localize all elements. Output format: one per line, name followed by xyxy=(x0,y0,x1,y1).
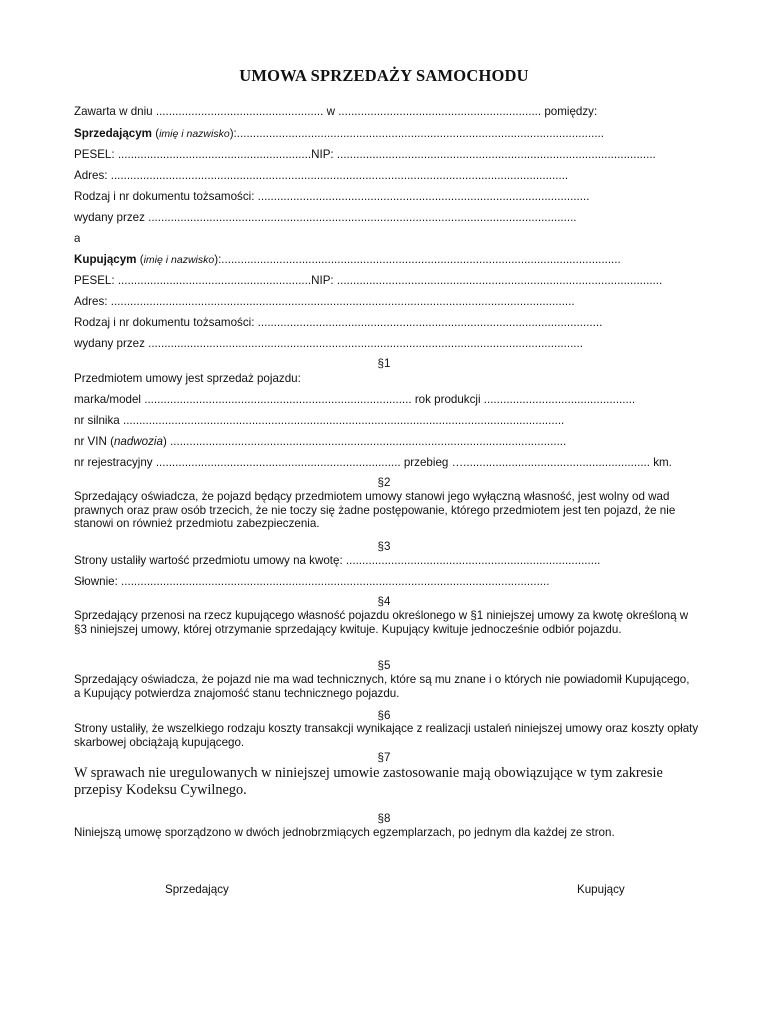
issued-by-label: wydany przez xyxy=(74,337,149,350)
address-label: Adres: xyxy=(74,169,111,182)
nip-label: NIP: xyxy=(311,148,337,161)
model-field[interactable]: ................................................................................... xyxy=(144,393,412,406)
registration-line xyxy=(74,456,672,470)
engine-number-line xyxy=(74,414,564,428)
date-label: Zawarta w dniu xyxy=(74,105,153,118)
engine-label: nr silnika xyxy=(74,414,123,427)
km-unit: km. xyxy=(649,456,672,469)
seller-hint: imię i nazwisko xyxy=(159,128,230,140)
seller-issued-by-field[interactable]: ..................................................................................................................................... xyxy=(148,211,577,224)
seller-issued-by-line xyxy=(74,211,577,225)
section-1-intro: Przedmiotem umowy jest sprzedaż pojazdu: xyxy=(74,372,301,385)
place-label: w xyxy=(323,105,339,118)
engine-field[interactable]: ......................................................................................................................................... xyxy=(122,414,565,427)
buyer-signature-label: Kupujący xyxy=(577,883,625,896)
year-field[interactable]: ............................................... xyxy=(483,393,636,406)
seller-pesel-line xyxy=(74,148,656,162)
model-label: marka/model xyxy=(74,393,145,406)
section-6-text: Strony ustaliły, że wszelkiego rodzaju koszty transakcji wynikające z realizacji ustaleń niniejszej umowy oraz koszty opłaty skarbowej obciążają kupującego. xyxy=(74,722,699,749)
seller-label: Sprzedającym xyxy=(74,127,152,140)
seller-id-doc-line xyxy=(74,190,589,204)
seller-pesel-field[interactable]: ............................................................ xyxy=(117,148,312,161)
buyer-issued-by-field[interactable]: ....................................................................................................................................... xyxy=(148,337,583,350)
buyer-issued-by-line xyxy=(74,337,583,351)
nip-label: NIP: xyxy=(311,274,337,287)
section-5-text: Sprzedający oświadcza, że pojazd nie ma wad technicznych, które są mu znane i o których nie powiadomił Kupującego, a Kupujący potwierdza znajomość stanu technicznego pojazdu. xyxy=(74,673,690,700)
place-field[interactable]: ............................................................... xyxy=(338,105,542,118)
buyer-address-line xyxy=(74,295,575,309)
vin-line: nr VIN (nadwozia) ........................................................................................................................... xyxy=(74,435,567,448)
issued-by-label: wydany przez xyxy=(74,211,149,224)
amount-label: Strony ustaliły wartość przedmiotu umowy na kwotę: xyxy=(74,554,346,567)
vehicle-model-line xyxy=(74,393,635,407)
buyer-pesel-field[interactable]: ............................................................ xyxy=(117,274,312,287)
vin-label: nr VIN ( xyxy=(74,435,114,448)
section-8-text: Niniejszą umowę sporządzono w dwóch jednobrzmiących egzemplarzach, po jednym dla każdej ze stron. xyxy=(74,826,615,839)
buyer-nip-field[interactable]: ..................................................................................................... xyxy=(336,274,663,287)
intro-line xyxy=(74,105,597,119)
amount-words-line xyxy=(74,575,549,589)
section-1-heading: §1 xyxy=(377,357,391,370)
section-7-heading: §7 xyxy=(377,751,391,764)
buyer-name-line: Kupującym (imię i nazwisko):............................................................................................................................ xyxy=(74,253,621,266)
section-8-heading: §8 xyxy=(377,812,391,825)
buyer-address-field[interactable]: ................................................................................................................................................ xyxy=(110,295,575,308)
amount-words-label: Słownie: xyxy=(74,575,122,588)
pesel-label: PESEL: xyxy=(74,148,118,161)
section-3-heading: §3 xyxy=(377,540,391,553)
section-2-text: Sprzedający oświadcza, że pojazd będący przedmiotem umowy stanowi jego wyłączną własność, jest wolny od wad prawnych oraz praw osób trzecich, że nie toczy się żadne postępowanie, którego przedmiotem jest ten pojazd, że nie stanowi on również przedmiotu zabezpieczenia. xyxy=(74,490,676,531)
seller-nip-field[interactable]: ................................................................................................... xyxy=(336,148,656,161)
seller-name-field[interactable]: .................................................................................................................. xyxy=(236,127,604,140)
id-doc-label: Rodzaj i nr dokumentu tożsamości: xyxy=(74,316,258,329)
address-label: Adres: xyxy=(74,295,111,308)
seller-signature-label: Sprzedający xyxy=(165,883,229,896)
buyer-hint: imię i nazwisko xyxy=(143,254,215,266)
buyer-id-doc-field[interactable]: ........................................................................................................... xyxy=(257,316,603,329)
amount-line xyxy=(74,554,600,568)
section-5-heading: §5 xyxy=(377,659,391,672)
seller-name-line: Sprzedającym (imię i nazwisko):.................................................................................................................. xyxy=(74,127,604,140)
amount-field[interactable]: ............................................................................... xyxy=(345,554,601,567)
vin-hint: nadwozia xyxy=(113,435,163,448)
date-field[interactable]: .................................................... xyxy=(155,105,324,118)
buyer-label: Kupującym xyxy=(74,253,137,266)
amount-words-field[interactable]: ..................................................................................................................................... xyxy=(121,575,550,588)
id-doc-label: Rodzaj i nr dokumentu tożsamości: xyxy=(74,190,258,203)
seller-address-line xyxy=(74,169,568,183)
buyer-name-field[interactable]: ............................................................................................................................ xyxy=(221,253,621,266)
seller-id-doc-field[interactable]: ....................................................................................................... xyxy=(257,190,590,203)
connector-a: a xyxy=(74,232,81,245)
buyer-id-doc-line xyxy=(74,316,602,330)
pesel-label: PESEL: xyxy=(74,274,118,287)
section-7-text: W sprawach nie uregulowanych w niniejszej umowie zastosowanie mają obowiązujące w tym zakresie przepisy Kodeksu Cywilnego. xyxy=(74,765,663,798)
mileage-label: przebieg xyxy=(400,456,452,469)
section-2-heading: §2 xyxy=(377,476,391,489)
mileage-field[interactable]: ….......................................................... xyxy=(451,456,650,469)
document-title: UMOWA SPRZEDAŻY SAMOCHODU xyxy=(239,66,529,85)
section-4-heading: §4 xyxy=(377,595,391,608)
section-4-text: Sprzedający przenosi na rzecz kupującego własność pojazdu określonego w §1 niniejszej umowy za kwotę określoną w §3 niniejszej umowy, której otrzymanie sprzedający kwituje. Kupujący kwituje jednocześnie odbiór pojazdu. xyxy=(74,609,689,636)
vin-field[interactable]: ........................................................................................................................... xyxy=(170,435,567,448)
between-label: pomiędzy: xyxy=(541,105,598,118)
year-label: rok produkcji xyxy=(411,393,484,406)
registration-field[interactable]: ............................................................................ xyxy=(155,456,401,469)
buyer-pesel-line xyxy=(74,274,662,288)
seller-address-field[interactable]: .............................................................................................................................................. xyxy=(110,169,569,182)
section-6-heading: §6 xyxy=(377,709,391,722)
registration-label: nr rejestracyjny xyxy=(74,456,156,469)
